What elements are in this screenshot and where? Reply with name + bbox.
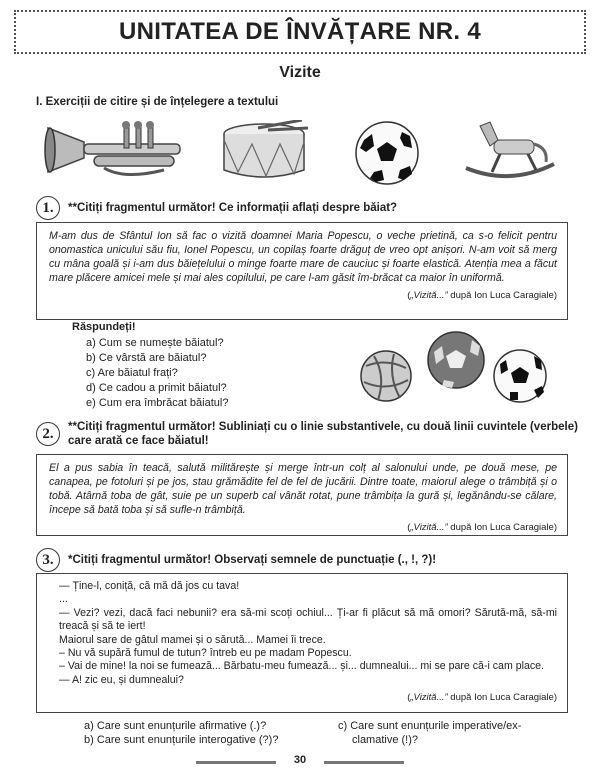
- source-author: după Ion Luca Caragiale): [447, 290, 557, 301]
- question-e: e) Cum era îmbrăcat băiatul?: [86, 397, 229, 409]
- question-b: b) Ce vârstă are băiatul?: [86, 352, 207, 364]
- exercise-2-instruction: [68, 420, 588, 448]
- exercise-2-number: 2.: [36, 422, 60, 446]
- rocking-horse-image: [462, 118, 558, 184]
- trumpet-image: [44, 120, 190, 182]
- exercise-2-text: El a pus sabia în teacă, salută militărește și merge într-un colț al salonului unde, pe două mese, pe canapea, pe fotoluri și pe jos, stau grămădite fel de fel de jucării. Dintre toate, maiorul alege o trâmbiță și o tobă. Atârnă toba de gât, suie pe un superb cal vânăt rotat, pune trâmbița la gură și, legănându-se călare, începe să bată toba și să sufle-n trâmbiță.: [49, 462, 557, 516]
- title-box: [14, 10, 586, 54]
- question-a: a) Cum se numește băiatul?: [86, 337, 224, 349]
- dialog-line-2: ...: [59, 593, 68, 606]
- exercise-2-instruction-line2: care arată ce face băiatul!: [68, 435, 209, 447]
- question-b: b) Care sunt enunțurile interogative (?)?: [84, 734, 279, 746]
- exercise-1-text-box: [36, 222, 568, 320]
- dialog-line-1: — Ține-l, coniță, că mă dă jos cu tava!: [59, 580, 240, 592]
- question-a: a) Care sunt enunțurile afirmative (.)?: [84, 720, 267, 732]
- source-title: „Vizită...”: [410, 692, 448, 704]
- source-title: „Vizită...”: [410, 522, 448, 533]
- question-c: c) Are băiatul frați?: [86, 367, 178, 379]
- exercise-1-questions: [72, 320, 228, 411]
- exercise-1-text: M-am dus de Sfântul Ion să fac o vizită doamnei Maria Popescu, o veche prietină, ca s-o felicit pentru onomastica unicului său fiu, Ionel Popescu, un copilaș foarte drăguț de vreo opt anișori. N-am voit să merg cu mâna goală și i-am dus băiețelului o minge foarte mare de cauciuc și foarte elastică. Atenția mea a făcut mare plăcere amicei mele și mai ales copilului, pe care l-am găsit îm-brăcat ca maior în uniformă.: [49, 230, 557, 284]
- answers-title: Răspundeți!: [72, 321, 136, 333]
- exercise-3-source: („Vizită...” după Ion Luca Caragiale): [407, 692, 557, 704]
- question-c: c) Care sunt enunțurile imperative/ex-: [338, 720, 522, 732]
- exercise-3-number: 3.: [36, 548, 60, 572]
- exercise-1-source: („Vizită...” după Ion Luca Caragiale): [407, 290, 557, 301]
- soccer-ball-image: [354, 120, 420, 186]
- exercise-3-text-box: [36, 573, 568, 713]
- exercise-2-instruction-line1: **Citiți fragmentul următor! Subliniați cu o linie substantivele, cu două linii cuvintele (verbele): [68, 421, 578, 433]
- page-title: UNITATEA DE ÎNVĂȚARE NR. 4: [118, 18, 482, 45]
- exercise-3-instruction: *Citiți fragmentul următor! Observați semnele de punctuație (., !, ?)!: [68, 554, 437, 566]
- dialog-line-6: – Vai de mine! la noi se fumează... Bărbatu-meu fumează... și... dumnealui... mi se pare că-i cam place.: [59, 660, 544, 673]
- exercise-3-questions-right: [338, 719, 521, 747]
- page-number: 30: [293, 754, 307, 766]
- question-c-continued: clamative (!)?: [352, 734, 419, 746]
- source-title: „Vizită...”: [410, 290, 448, 301]
- source-author: după Ion Luca Caragiale): [447, 692, 557, 704]
- exercise-1-number: 1.: [36, 196, 60, 220]
- drum-image: [218, 120, 310, 184]
- dialog-line-5: – Nu vă supără fumul de tutun? întreb eu pe madam Popescu.: [59, 647, 352, 660]
- balls-image: [360, 330, 550, 406]
- dialog-line-4: Maiorul sare de gâtul mamei și o sărută... Mamei îi trece.: [59, 633, 326, 646]
- exercise-3-questions-left: [84, 719, 278, 747]
- dialog-line-7: — A! zic eu, și dumnealui?: [59, 673, 184, 686]
- question-d: d) Ce cadou a primit băiatul?: [86, 382, 227, 394]
- section-heading: I. Exerciții de citire și de înțelegere a textului: [36, 96, 279, 108]
- dialog-line-3: — Vezi? vezi, dacă faci nebunii? era să-mi scoți ochiul... Ți-ar fi plăcut să mă omori? Sărută-mă, să-mi treacă și să te iert!: [59, 606, 557, 633]
- page-footer: [0, 754, 600, 770]
- page-subtitle: Vizite: [279, 64, 321, 81]
- footer-bar-right: [324, 761, 404, 764]
- exercise-2-source: („Vizită...” după Ion Luca Caragiale): [407, 522, 557, 533]
- source-author: după Ion Luca Caragiale): [447, 522, 557, 533]
- exercise-1-instruction: **Citiți fragmentul următor! Ce informații aflați despre băiat?: [68, 202, 398, 214]
- exercise-2-text-box: [36, 454, 568, 536]
